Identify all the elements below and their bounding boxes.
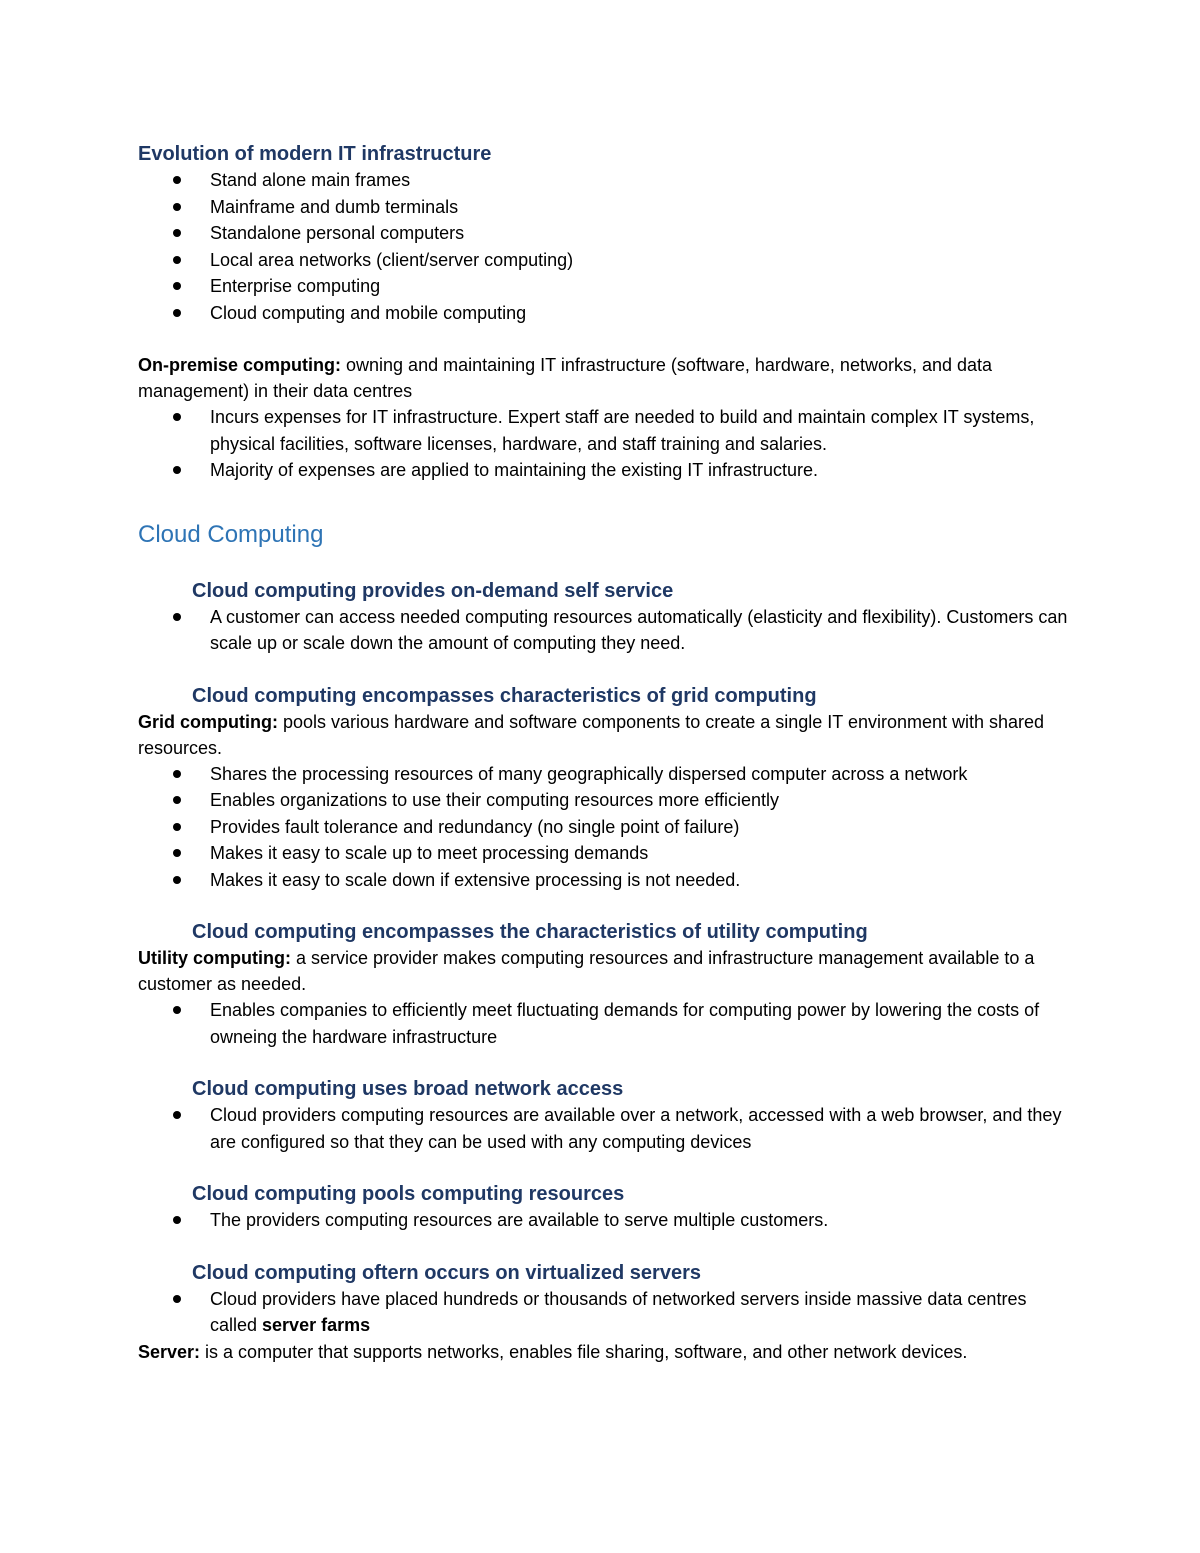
evolution-list	[138, 167, 1068, 326]
bullet-icon	[173, 1295, 181, 1303]
bullet-icon	[173, 823, 181, 831]
list-item: Cloud providers computing resources are available over a network, accessed with a web browser, and they are configured so that they can be used with any computing devices	[138, 1102, 1068, 1155]
bullet-icon	[173, 256, 181, 264]
list-item: Enables companies to efficiently meet fluctuating demands for computing power by lowering the costs of owneing the hardware infrastructure	[138, 997, 1068, 1050]
bullet-icon	[173, 229, 181, 237]
list-item: Makes it easy to scale down if extensive processing is not needed.	[138, 867, 1068, 894]
term: Utility computing:	[138, 948, 291, 968]
heading-self-service: Cloud computing provides on-demand self service	[192, 579, 674, 602]
list-item: Shares the processing resources of many geographically dispersed computer across a network	[138, 761, 1068, 788]
utility-list	[138, 997, 1068, 1050]
heading-evolution: Evolution of modern IT infrastructure	[138, 143, 492, 165]
bullet-icon	[173, 413, 181, 421]
list-item: Incurs expenses for IT infrastructure. Expert staff are needed to build and maintain complex IT systems, physical facilities, software licenses, hardware, and staff training and salaries.	[138, 404, 1068, 457]
bullet-icon	[173, 1111, 181, 1119]
grid-definition: Grid computing: pools various hardware and software components to create a single IT environment with shared resources.	[138, 711, 1045, 758]
bullet-icon	[173, 282, 181, 290]
list-item: Provides fault tolerance and redundancy (no single point of failure)	[138, 814, 1068, 841]
bullet-icon	[173, 770, 181, 778]
list-item: Majority of expenses are applied to maintaining the existing IT infrastructure.	[138, 457, 1068, 484]
self-service-list	[138, 604, 1068, 657]
document-page	[138, 141, 1068, 1365]
heading-cloud-computing: Cloud Computing	[138, 520, 324, 548]
list-item: Mainframe and dumb terminals	[138, 194, 1068, 221]
list-item: Makes it easy to scale up to meet processing demands	[138, 840, 1068, 867]
bullet-icon	[173, 876, 181, 884]
heading-virtualized: Cloud computing oftern occurs on virtualized servers	[192, 1261, 701, 1284]
term: Server:	[138, 1341, 201, 1362]
pools-list	[138, 1207, 1068, 1234]
term: On-premise computing:	[138, 355, 342, 375]
term: Grid computing:	[138, 711, 278, 732]
list-item: The providers computing resources are available to serve multiple customers.	[138, 1207, 1068, 1234]
bullet-icon	[173, 1006, 181, 1014]
term: server farms	[262, 1315, 371, 1335]
list-item: A customer can access needed computing resources automatically (elasticity and flexibility). Customers can scale up or scale down the amount of computing they need.	[138, 604, 1068, 657]
list-item: Enterprise computing	[138, 273, 1068, 300]
on-premise-list	[138, 404, 1068, 484]
grid-list	[138, 761, 1068, 894]
on-premise-definition: On-premise computing: owning and maintaining IT infrastructure (software, hardware, networks, and data management) in their data centres	[138, 355, 993, 401]
utility-definition: Utility computing: a service provider makes computing resources and infrastructure management available to a customer as needed.	[138, 948, 1035, 994]
list-item: Standalone personal computers	[138, 220, 1068, 247]
bullet-icon	[173, 796, 181, 804]
heading-pools: Cloud computing pools computing resources	[192, 1183, 625, 1205]
server-definition: Server: is a computer that supports networks, enables file sharing, software, and other network devices.	[138, 1341, 968, 1362]
list-item: Enables organizations to use their computing resources more efficiently	[138, 787, 1068, 814]
bullet-icon	[173, 203, 181, 211]
heading-utility: Cloud computing encompasses the characteristics of utility computing	[192, 921, 868, 943]
list-item: Cloud computing and mobile computing	[138, 300, 1068, 327]
list-item: Stand alone main frames	[138, 167, 1068, 194]
list-item: Local area networks (client/server computing)	[138, 247, 1068, 274]
network-list	[138, 1102, 1068, 1155]
bullet-icon	[173, 849, 181, 857]
list-item: Cloud providers have placed hundreds or thousands of networked servers inside massive data centres called server farms	[138, 1286, 1068, 1339]
bullet-icon	[173, 613, 181, 621]
heading-grid: Cloud computing encompasses characteristics of grid computing	[192, 684, 817, 707]
bullet-icon	[173, 309, 181, 317]
bullet-icon	[173, 466, 181, 474]
bullet-icon	[173, 176, 181, 184]
heading-network: Cloud computing uses broad network access	[192, 1078, 624, 1100]
bullet-icon	[173, 1216, 181, 1224]
virtualized-list	[138, 1286, 1068, 1339]
